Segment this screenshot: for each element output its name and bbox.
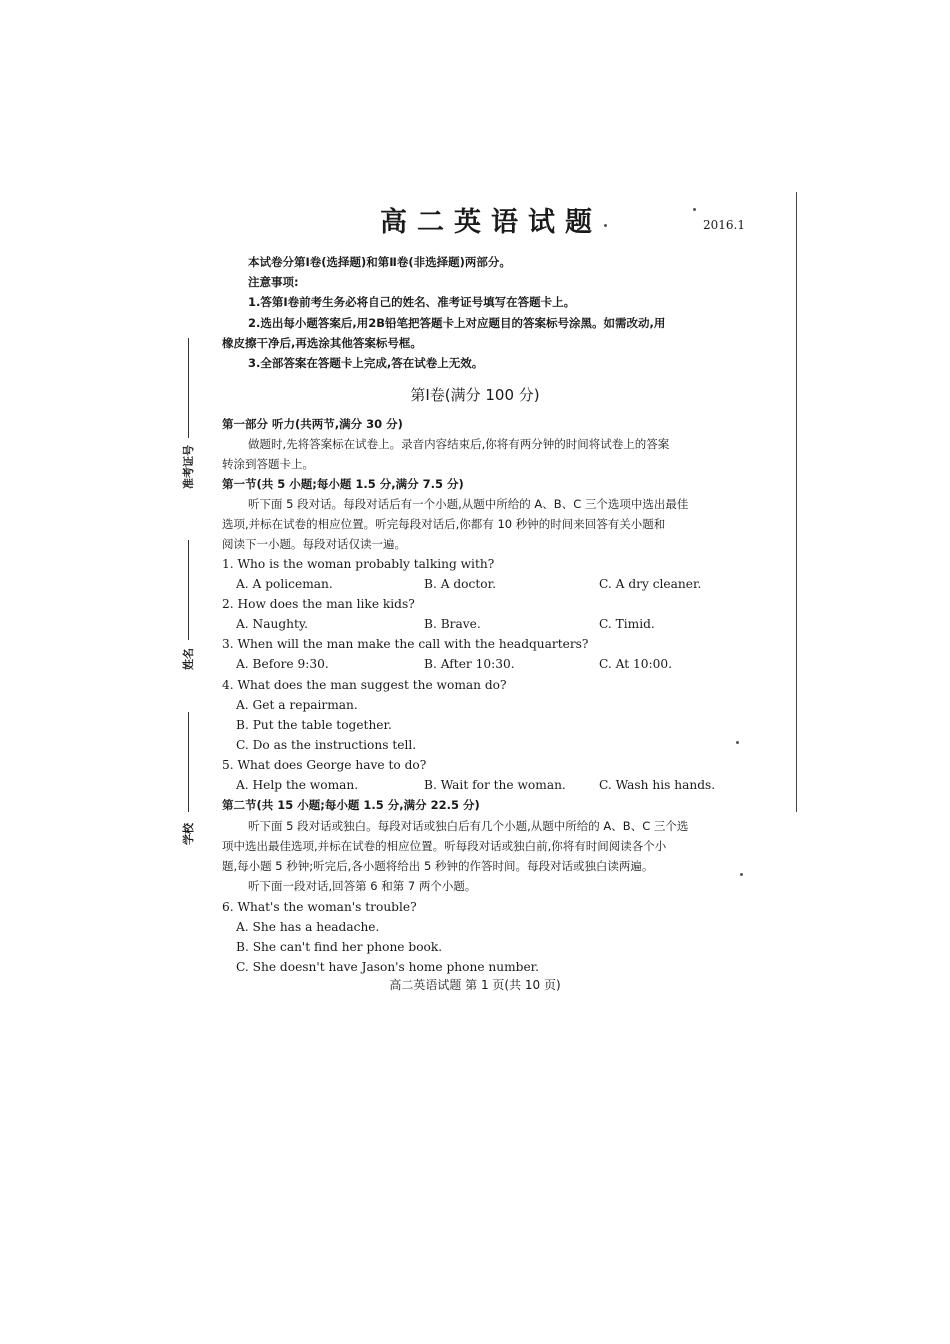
section1-instruction: 听下面 5 段对话。每段对话后有一个小题,从题中所给的 A、B、C 三个选项中选出最佳 (248, 497, 689, 511)
notice-item-2-cont: 橡皮擦干净后,再选涂其他答案标号框。 (222, 336, 422, 350)
part1-heading: 第一部分 听力(共两节,满分 30 分) (222, 417, 403, 431)
question-4-option-c: C. Do as the instructions tell. (236, 738, 417, 752)
intro-paper-structure: 本试卷分第Ⅰ卷(选择题)和第Ⅱ卷(非选择题)两部分。 (248, 255, 511, 269)
notice-item-3: 3.全部答案在答题卡上完成,答在试卷上无效。 (248, 356, 484, 370)
section2-instruction-cont: 项中选出最佳选项,并标在试卷的相应位置。听每段对话或独白前,你将有时间阅读各个小 (222, 839, 667, 853)
name-line (188, 540, 189, 640)
question-2-option-a: A. Naughty. (236, 617, 309, 631)
name-label: 姓名 (182, 648, 195, 670)
section1-instruction-cont: 选项,并标在试卷的相应位置。听完每段对话后,你都有 10 秒钟的时间来回答有关小题和 (222, 517, 666, 531)
section-title: 第Ⅰ卷(满分 100 分) (410, 386, 540, 404)
question-6-stem: 6. What's the woman's trouble? (222, 900, 417, 914)
section1-instruction-cont: 阅读下一小题。每段对话仅读一遍。 (222, 537, 406, 551)
question-5-option-a: A. Help the woman. (236, 778, 359, 792)
question-4-stem: 4. What does the man suggest the woman do? (222, 678, 507, 692)
binding-rule-right (796, 192, 797, 812)
exam-number-label: 准考证号 (182, 445, 195, 489)
exam-number-line (188, 338, 189, 438)
question-2-option-c: C. Timid. (599, 617, 655, 631)
notice-item-1: 1.答第Ⅰ卷前考生务必将自己的姓名、准考证号填写在答题卡上。 (248, 295, 576, 309)
question-4-option-a: A. Get a repairman. (236, 698, 358, 712)
section2-heading: 第二节(共 15 小题;每小题 1.5 分,满分 22.5 分) (222, 798, 480, 812)
question-3-option-b: B. After 10:30. (424, 657, 515, 671)
question-3-stem: 3. When will the man make the call with the headquarters? (222, 637, 589, 651)
notice-label: 注意事项: (248, 275, 299, 289)
section2-dialogue-intro: 听下面一段对话,回答第 6 和第 7 两个小题。 (248, 879, 477, 893)
question-4-option-b: B. Put the table together. (236, 718, 392, 732)
question-3-option-a: A. Before 9:30. (236, 657, 329, 671)
question-1-option-a: A. A policeman. (236, 577, 333, 591)
scan-speck (604, 224, 607, 227)
question-5-stem: 5. What does George have to do? (222, 758, 427, 772)
question-5-option-c: C. Wash his hands. (599, 778, 716, 792)
part1-instruction: 做题时,先将答案标在试卷上。录音内容结束后,你将有两分钟的时间将试卷上的答案 (248, 437, 670, 451)
question-3-option-c: C. At 10:00. (599, 657, 672, 671)
school-label: 学校 (182, 823, 195, 845)
question-6-option-a: A. She has a headache. (236, 920, 380, 934)
school-line (188, 712, 189, 812)
question-5-option-b: B. Wait for the woman. (424, 778, 566, 792)
question-1-option-c: C. A dry cleaner. (599, 577, 702, 591)
question-1-stem: 1. Who is the woman probably talking with? (222, 557, 495, 571)
section1-heading: 第一节(共 5 小题;每小题 1.5 分,满分 7.5 分) (222, 477, 464, 491)
section2-instruction: 听下面 5 段对话或独白。每段对话或独白后有几个小题,从题中所给的 A、B、C 三个选 (248, 819, 689, 833)
scan-speck (736, 741, 739, 744)
question-6-option-c: C. She doesn't have Jason's home phone number. (236, 960, 540, 974)
scan-speck (740, 873, 743, 876)
exam-date: 2016.1 (703, 218, 745, 232)
notice-item-2: 2.选出每小题答案后,用2B铅笔把答题卡上对应题目的答案标号涂黑。如需改动,用 (248, 316, 666, 330)
question-1-option-b: B. A doctor. (424, 577, 496, 591)
part1-instruction-cont: 转涂到答题卡上。 (222, 457, 314, 471)
question-2-option-b: B. Brave. (424, 617, 481, 631)
scan-speck (693, 208, 696, 211)
question-6-option-b: B. She can't find her phone book. (236, 940, 443, 954)
question-2-stem: 2. How does the man like kids? (222, 597, 415, 611)
page-title: 高二英语试题 (380, 207, 602, 238)
page-footer: 高二英语试题 第 1 页(共 10 页) (389, 978, 561, 992)
section2-instruction-cont: 题,每小题 5 秒钟;听完后,各小题将给出 5 秒钟的作答时间。每段对话或独白读两遍。 (222, 859, 654, 873)
